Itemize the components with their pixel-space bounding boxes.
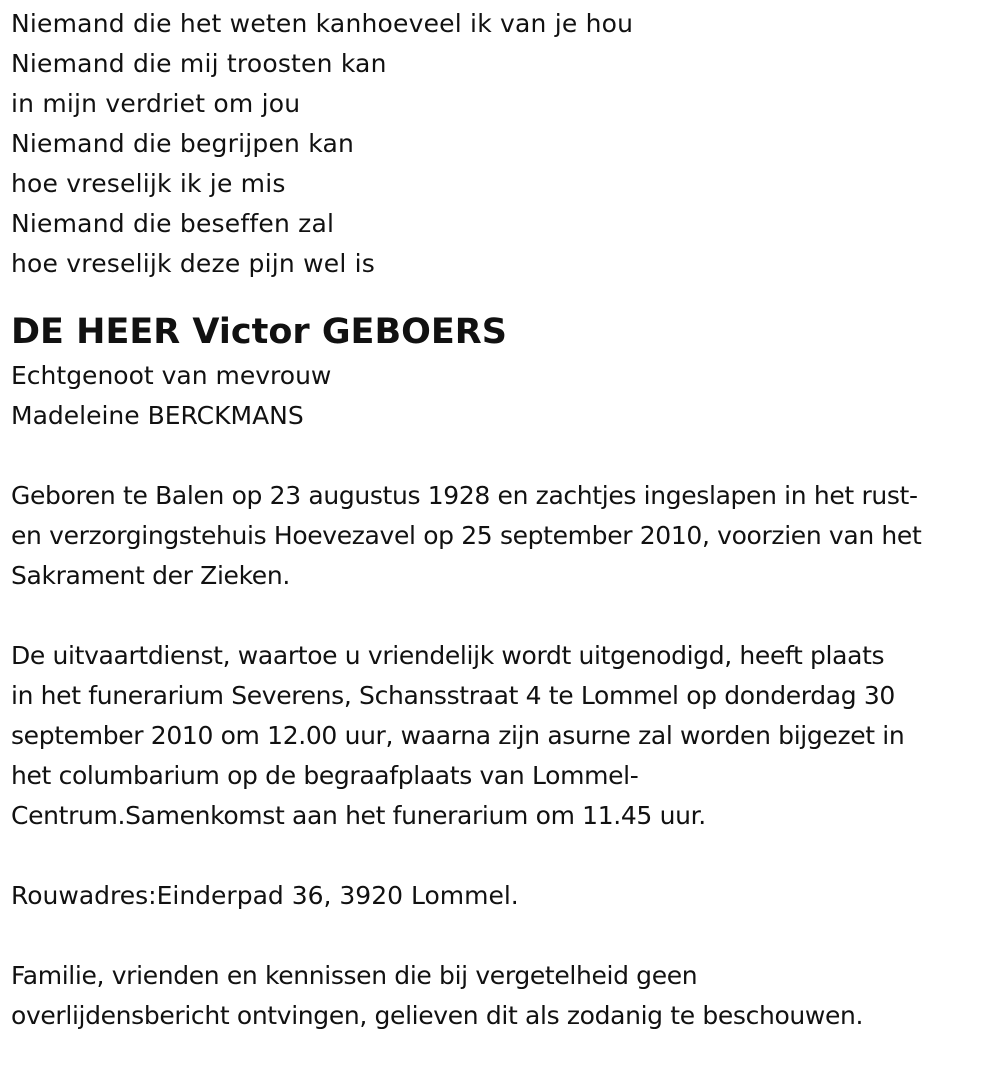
paragraph-line: De uitvaartdienst, waartoe u vriendelijk wordt uitgenodigd, heeft plaats <box>11 641 885 670</box>
paragraph-line: september 2010 om 12.00 uur, waarna zijn asurne zal worden bijgezet in <box>11 721 905 750</box>
memorial-poem <box>11 4 996 284</box>
poem-line: Niemand die begrijpen kan <box>11 129 355 158</box>
paragraph-line: Sakrament der Zieken. <box>11 561 290 590</box>
poem-line: hoe vreselijk ik je mis <box>11 169 286 198</box>
poem-line: Niemand die beseffen zal <box>11 209 335 238</box>
mourning-address <box>11 876 996 916</box>
deceased-name-heading: DE HEER Victor GEBOERS <box>11 312 507 352</box>
paragraph-line: het columbarium op de begraafplaats van Lommel- <box>11 761 639 790</box>
paragraph-line: en verzorgingstehuis Hoevezavel op 25 september 2010, voorzien van het <box>11 521 922 550</box>
paragraph-line: Geboren te Balen op 23 augustus 1928 en zachtjes ingeslapen in het rust- <box>11 481 918 510</box>
paragraph-line: overlijdensbericht ontvingen, gelieven dit als zodanig te beschouwen. <box>11 1001 864 1030</box>
paragraph-line: Familie, vrienden en kennissen die bij vergetelheid geen <box>11 961 698 990</box>
paragraph-line: Centrum.Samenkomst aan het funerarium om 11.45 uur. <box>11 801 706 830</box>
address-line: Rouwadres:Einderpad 36, 3920 Lommel. <box>11 881 519 910</box>
spouse-line: Echtgenoot van mevrouw <box>11 361 332 390</box>
poem-line: Niemand die het weten kanhoeveel ik van je hou <box>11 9 634 38</box>
poem-line: hoe vreselijk deze pijn wel is <box>11 249 375 278</box>
birth-death-paragraph <box>11 476 996 596</box>
poem-line: Niemand die mij troosten kan <box>11 49 387 78</box>
closing-paragraph <box>11 956 996 1036</box>
spouse-name: Madeleine BERCKMANS <box>11 401 304 430</box>
funeral-service-paragraph <box>11 636 996 836</box>
obituary-page <box>11 4 996 1036</box>
poem-line: in mijn verdriet om jou <box>11 89 301 118</box>
paragraph-line: in het funerarium Severens, Schansstraat 4 te Lommel op donderdag 30 <box>11 681 895 710</box>
